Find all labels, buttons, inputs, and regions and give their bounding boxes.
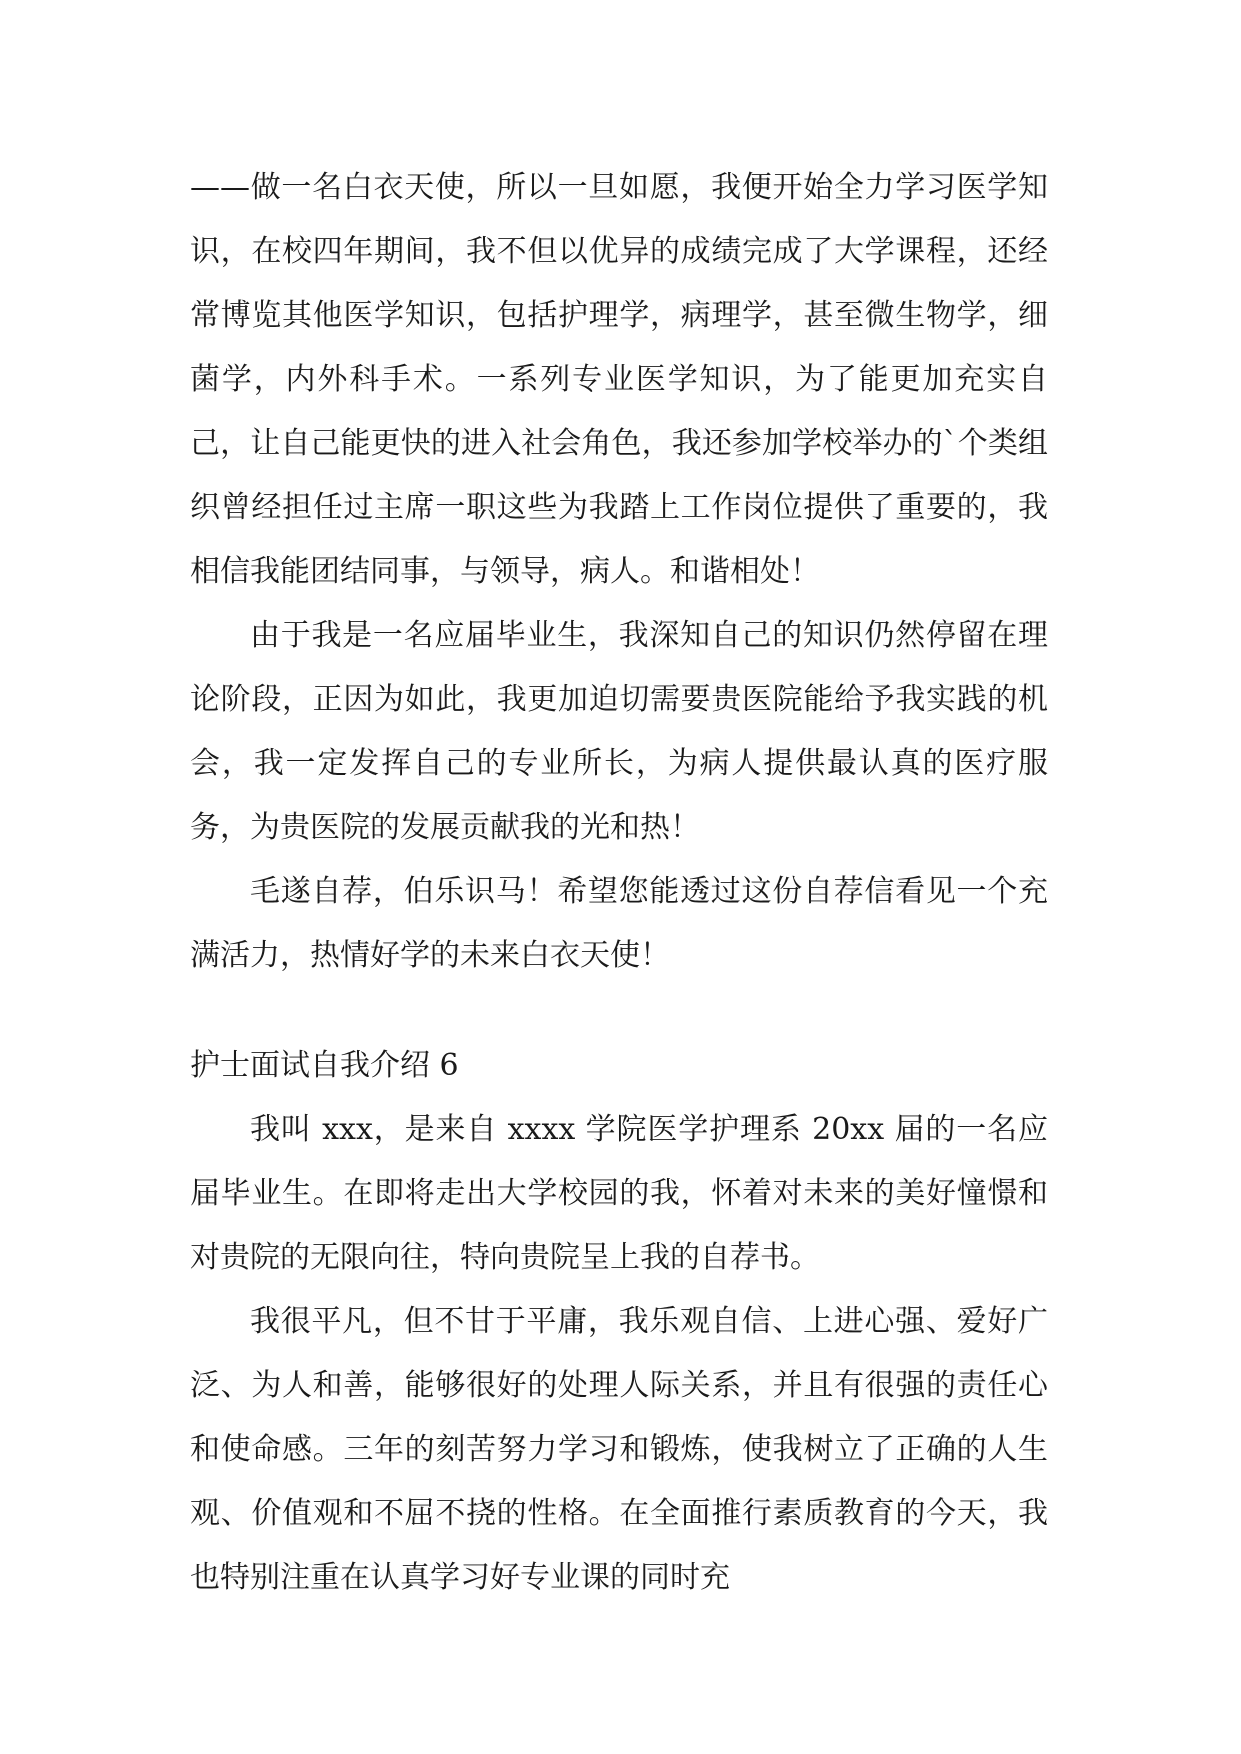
letter-continuation <box>190 156 1048 988</box>
paragraph-study-experience: ——做一名白衣天使，所以一旦如愿，我便开始全力学习医学知识，在校四年期间，我不但以优异的成绩完成了大学课程，还经常博览其他医学知识，包括护理学，病理学，甚至微生物学，细菌学，内外科手术。一系列专业医学知识，为了能更加充实自己，让自己能更快的进入社会角色，我还参加学校举办的`个类组织曾经担任过主席一职这些为我踏上工作岗位提供了重要的，我相信我能团结同事，与领导，病人。和谐相处！ <box>190 170 1048 589</box>
section-self-introduction-6 <box>190 1034 1048 1610</box>
paragraph-closing: 毛遂自荐，伯乐识马！希望您能透过这份自荐信看见一个充满活力，热情好学的未来白衣天使！ <box>190 874 1048 973</box>
paragraph-introduction: 我叫 xxx，是来自 xxxx 学院医学护理系 20xx 届的一名应届毕业生。在即将走出大学校园的我，怀着对未来的美好憧憬和对贵院的无限向往，特向贵院呈上我的自荐书。 <box>190 1112 1048 1275</box>
paragraph-personality: 我很平凡，但不甘于平庸，我乐观自信、上进心强、爱好广泛、为人和善，能够很好的处理人际关系，并且有很强的责任心和使命感。三年的刻苦努力学习和锻炼，使我树立了正确的人生观、价值观和不屈不挠的性格。在全面推行素质教育的今天，我也特别注重在认真学习好专业课的同时充 <box>190 1304 1048 1595</box>
section-heading: 护士面试自我介绍 6 <box>190 1048 459 1083</box>
paragraph-graduate-practice: 由于我是一名应届毕业生，我深知自己的知识仍然停留在理论阶段，正因为如此，我更加迫切需要贵医院能给予我实践的机会，我一定发挥自己的专业所长，为病人提供最认真的医疗服务，为贵医院的发展贡献我的光和热！ <box>190 618 1048 845</box>
